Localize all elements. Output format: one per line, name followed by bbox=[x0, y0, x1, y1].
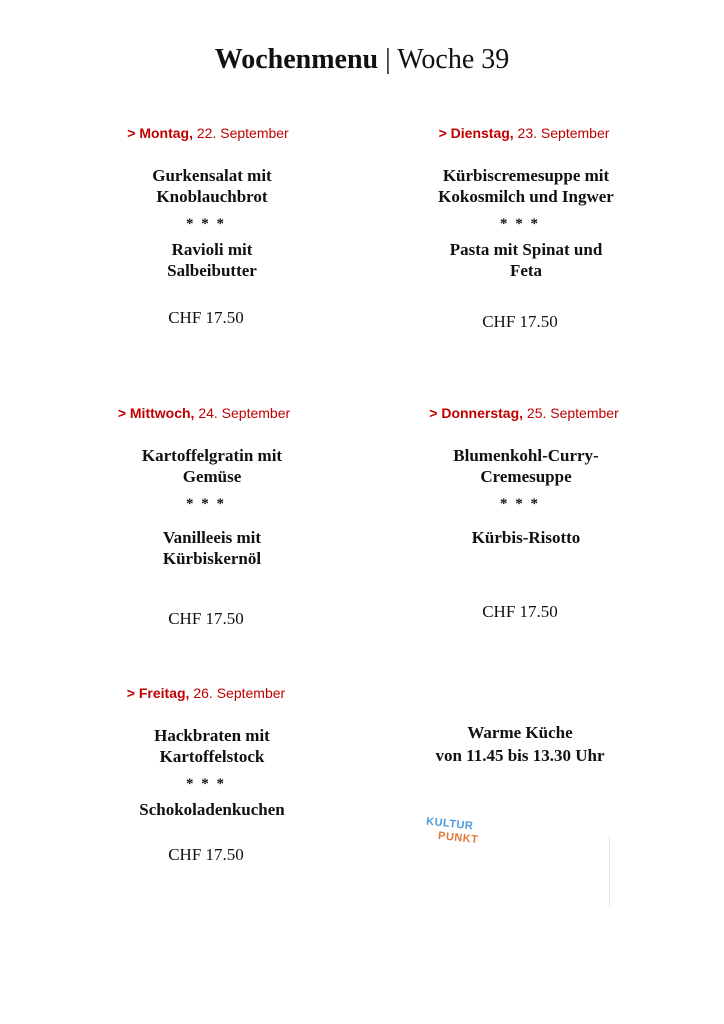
day-heading-thursday: > Donnerstag, 25. September bbox=[429, 405, 619, 421]
dish-friday-2: Schokoladenkuchen bbox=[139, 800, 285, 819]
dish-tuesday-1: Kürbiscremesuppe mit Kokosmilch und Ingwer bbox=[438, 166, 614, 206]
price-tuesday: CHF 17.50 bbox=[482, 312, 558, 331]
dish-wednesday-1: Kartoffelgratin mit Gemüse bbox=[141, 446, 283, 486]
separator-thursday: * * * bbox=[500, 496, 540, 512]
dish-monday-2: Ravioli mit Salbeibutter bbox=[167, 240, 257, 280]
price-thursday: CHF 17.50 bbox=[482, 602, 558, 621]
divider-line bbox=[609, 836, 610, 906]
separator-tuesday: * * * bbox=[500, 216, 540, 232]
separator-friday: * * * bbox=[186, 776, 226, 792]
dish-tuesday-2: Pasta mit Spinat und Feta bbox=[449, 240, 603, 280]
price-friday: CHF 17.50 bbox=[168, 845, 244, 864]
separator-monday: * * * bbox=[186, 216, 226, 232]
price-monday: CHF 17.50 bbox=[168, 308, 244, 327]
title-bold: Wochenmenu bbox=[214, 44, 379, 75]
kitchen-hours-title: Warme Küche bbox=[467, 723, 573, 742]
price-wednesday: CHF 17.50 bbox=[168, 609, 244, 628]
day-heading-friday: > Freitag, 26. September bbox=[126, 685, 286, 701]
page-title bbox=[0, 44, 724, 76]
kitchen-hours-time: von 11.45 bis 13.30 Uhr bbox=[435, 746, 605, 765]
dish-friday-1: Hackbraten mit Kartoffelstock bbox=[154, 726, 270, 766]
dish-wednesday-2: Vanilleeis mit Kürbiskernöl bbox=[162, 528, 262, 568]
separator-wednesday: * * * bbox=[186, 496, 226, 512]
title-week: | Woche 39 bbox=[378, 44, 510, 75]
dish-thursday-1: Blumenkohl-Curry-Cremesuppe bbox=[453, 446, 599, 486]
dish-monday-1: Gurkensalat mit Knoblauchbrot bbox=[152, 166, 272, 206]
kulturpunkt-logo: KULTUR PUNKT bbox=[425, 815, 479, 847]
day-heading-wednesday: > Mittwoch, 24. September bbox=[117, 405, 291, 421]
day-heading-monday: > Montag, 22. September bbox=[127, 125, 289, 141]
dish-thursday-2: Kürbis-Risotto bbox=[471, 528, 581, 547]
day-heading-tuesday: > Dienstag, 23. September bbox=[438, 125, 610, 141]
